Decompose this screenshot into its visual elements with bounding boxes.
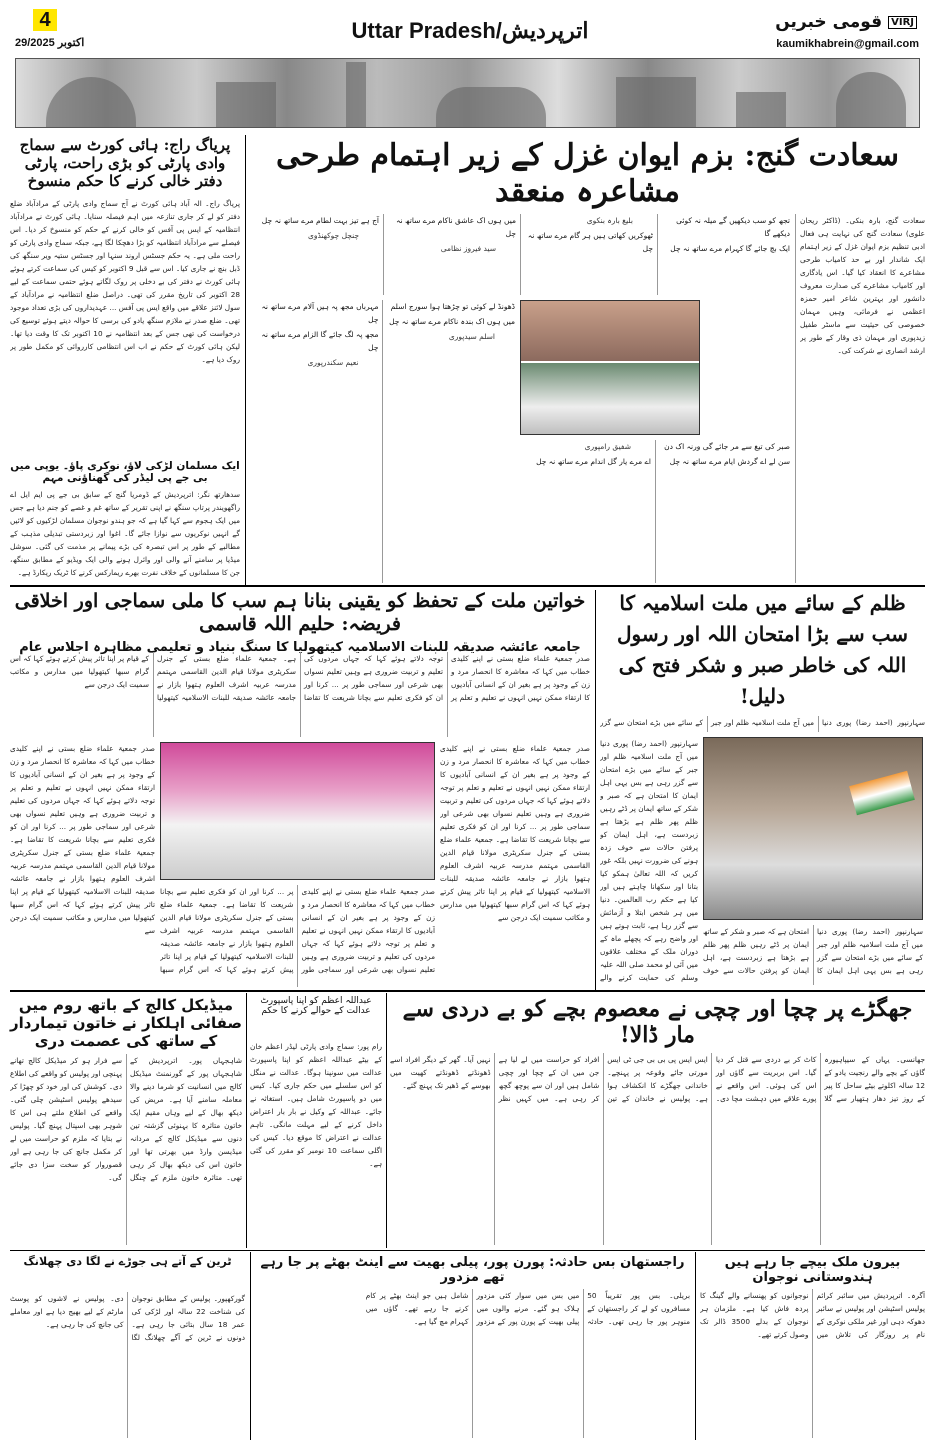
poet-name: شفیق رامپوری [584, 442, 631, 451]
passport-headline: عبداللہ اعظم کو اپنا پاسپورٹ عدالت کے حوالے کرنے کا حکم [260, 996, 372, 1016]
couplet-line: سن لے اے گردش ایام مرے ساتھ نہ چل [669, 457, 790, 466]
jhagde-headline: جھگڑے پر چچا اور چچی نے معصوم بچے کو بے دردی سے مار ڈالا! [402, 996, 913, 1049]
mushaira-headline: سعادت گنج: بزم ایوان غزل کے زیر اہتمام طرحی مشاعرہ منعقد [276, 138, 899, 209]
contact-email[interactable]: kaumikhabrein@gmail.com [776, 38, 919, 50]
couplet-line: ٹھوکریں کھاتی ہیں ہر گام مرے ساتھ نہ چل [527, 231, 653, 253]
newspaper-logo [775, 12, 917, 32]
jalsa-photo [160, 742, 435, 880]
rajasthan-body: بریلی۔ بس پور تقریباً 50 مسافروں کو لے کر راجستھان کے منوہر پور جا رہی تھی۔ حادثہ میں بس میں سوار کئی مزدور ہلاک ہو گئے۔ مرنے والوں میں پیلی بھیت کے پورن پور کے مزدور شامل ہیں جو اینٹ بھٹے پر کام کرنے جا رہے تھے۔ گاؤں میں کہرام مچ گیا ہے۔ [365, 1291, 690, 1326]
couplet-line: صبر کی تیغ سے مر جائے گی ورنہ اک دن [664, 442, 790, 451]
medical-headline: میڈیکل کالج کے باتھ روم میں صفائی اہلکار نے خاتون تیماردار کے ساتھ کی عصمت دری [10, 996, 242, 1050]
mushaira-body: سعادت گنج، بارہ بنکی۔ (ڈاکٹر ریحان علوی) سعادت گنج کی نہایت ہی فعال ادبی تنظیم بزم ایوان غزل کے زیر اہتمام ایک شاندار اور بے حد کامیاب طرحی مشاعرے کا انعقاد کیا گیا۔ اس یادگاری اور کامیاب مشاعرے کی صدارت معروف دانشور اور بہترین شاعر امیر حمزہ اعظمی نے فرمائی، وہیں مہمان خصوصی کی حیثیت سے ماسٹر طفیل زیدپوری اور مہمان ذی وقار کے طور پر ارشد انصاری نے شرکت کی۔ [800, 216, 925, 355]
poet-name: سید فیروز نظامی [440, 244, 496, 253]
couplet-line: میں ہوں اک عاشق ناکام مرے ساتھ نہ چل [396, 216, 516, 238]
couplet-line: مجھ پہ لگ جائے گا الزام مرے ساتھ نہ چل [261, 330, 379, 352]
mushaira-photo [520, 300, 700, 435]
khawateen-headline: خواتین ملت کے تحفظ کو یقینی بنانا ہم سب کا ملی سماجی اور اخلاقی فریضہ: حلیم اللہ قاسمی [14, 590, 586, 635]
mushaira-couplets [250, 214, 790, 295]
protest-photo [703, 737, 923, 920]
beroon-headline: بیرون ملک بیچے جا رہے ہیں ہندوستانی نوجوان [724, 1255, 901, 1285]
prayagraj-body: پریاگ راج۔ الہ آباد ہائی کورٹ نے آج سماج وادی پارٹی کے مرادآباد ضلع دفتر کو لے کر جاری تنازعہ میں اہم فیصلہ سنایا۔ ہائی کورٹ نے مرادآباد انتظامیہ کے ایس پی آفس کو خالی کرنے کے حکم کو منسوخ کر دیا۔ اس فیصلے سے مرادآباد انتظامیہ کو بڑا دھچکا لگا ہے، جبکہ سماج وادی پارٹی کو راحت ملی ہے۔ یہ حکم جسٹس اروند سنہا اور جسٹس ستیہ ویر سنگھ کی ڈبل بنچ نے جاری کیا۔ اس سے قبل 9 اکتوبر کو کیس کی سماعت کرتے ہوئے ہائی کورٹ نے دفتر کی بے دخلی پر روک لگاتے ہوئے حتمی سماعت کے لیے 28 اکتوبر کی تاریخ مقرر کی تھی۔ دراصل ضلع انتظامیہ نے مرادآباد کے سول لائنز علاقے میں واقع ایس پی آفس ... عہدیداروں کی بڑی تعداد موجود تھی۔ ضلع صدر نے ملازم سنگھ یادو کی برسی کا حوالہ دیتے ہوئے توسیع کی درخواست کی تھی جس کے بعد انتظامیہ نے 10 اکتوبر تک کا وقت دیا تھا۔ لیکن ہائی کورٹ کے حکم نے اب اس انتظامی کارروائی کو مکمل طور پر روک دیا ہے۔ [10, 199, 240, 364]
zulm-headline: ظلم کے سائے میں ملت اسلامیہ کا سب سے بڑا امتحان اللہ اور رسول اللہ کی خاطر صبر و شکر فتح کی دلیل! [617, 591, 908, 708]
page-number: 4 [33, 9, 57, 31]
mushaira-couplets-lower [520, 440, 790, 583]
khawateen-body-left: صدر جمعیۃ علماء ضلع بستی نے اپنے کلیدی خطاب میں کہا کہ معاشرہ کا انحصار مرد و زن کے وجود پر ہے بغیر ان کے انسانی آبادیوں کا ارتقاء ممکن نہیں انہوں نے تعلیم و تعلم پر توجہ دلاتے ہوئے کہا کہ جہاں مردوں کی تعلیم و تربیت ضروری ہے وہیں تعلیم نسواں بھی شرعی اور سماجی طور پر ... کرنا اور ان کو فکری تعلیم سے بچانا شریعت کا تقاضا ہے۔ جمعیۃ علماء ضلع بستی کے جنرل سکریٹری مولانا قیام الدین القاسمی مہتمم مدرسہ عربیہ اشرف العلوم ہتھوا بازار نے جامعہ عائشہ صدیقہ للبنات الاسلامیہ کیتھولیا کے قیام پر اپنا تاثر پیش کرتے ہوئے کہا کہ اس گرام سبھا کیتھولیا میں مدارس و مکاتب سمیت ایک درجن سے [10, 744, 155, 935]
rajasthan-headline: راجستھان بس حادثہ: پورن پور، پیلی بھیت سے اینٹ بھٹے پر جا رہے تھے مزدور [260, 1255, 685, 1285]
logo-text: قومی خبریں [775, 12, 883, 32]
jhagde-body: جھانسی۔ یہاں کے سیپاہیورہ گاؤں کے بچے والے رنجیت یادو کے 12 سالہ اکلوتے بیٹے ساحل کا پیر کے روز تیز دھار ہتھیار سے گلا کاٹ کر بے دردی سے قتل کر دیا گیا۔ اس بربریت سے گاؤں اور اس کی ہوئی۔ اس واقعے نے پورے علاقے میں دہشت مچا دی۔ ایس ایس پی بی بی جی ٹی ایس مورتی جائے وقوعہ پر پہنچے۔ خاندانی جھگڑے کا انکشاف ہوا ہے۔ پولیس نے خاندان کے تین افراد کو حراست میں لے لیا ہے جن میں ان کے چچا اور چچی شامل ہیں اور ان سے پوچھ گچھ کر رہی ہے۔ میں کہیں نظر نہیں آیا۔ گھر کے دیگر افراد اسے ڈھونڈتے ڈھونڈتے کھیت میں بھوسے کے ڈھیر تک پہنچ گئے۔ [390, 1055, 925, 1103]
poet-name: نعیم سکندرپوری [307, 358, 359, 367]
heritage-banner-image [15, 58, 920, 128]
khawateen-subheadline: جامعہ عائشہ صدیقہ للبنات الاسلامیہ کیتھولیا کا سنگ بنیاد و تعلیمی مظاہرہ اجلاس عام [19, 640, 581, 655]
medical-body: شاہجہاں پور۔ اترپردیش کے شاہجہاں پور کے گورنمنٹ میڈیکل کالج میں انسانیت کو شرما دینے والا معاملہ سامنے آیا ہے۔ مریض کی دیکھ بھال کے لیے وہاں مقیم ایک خاتون متاثرہ کا بہنوئی گزشتہ تین دنوں سے میڈیکل کالج کے مردانہ میڈیسن وارڈ میں بھرتی تھا اور خاتون اس کی دیکھ بھال کر رہی تھی۔ متاثرہ خاتون ملزم کے چنگل سے فرار ہو کر میڈیکل کالج تھانے پہنچی اور پولیس کو واقعے کی اطلاع دی۔ کوشش کی اور خود کو چھڑا کر سیدھے پولیس اسٹیشن چلی گئی۔ واقعے کی اطلاع ملتے ہی اس کا شوہر بھی اسپتال پہنچ گیا۔ پولیس نے بتایا کہ ملزم کو حراست میں لے کر مکمل جانچ کی جا رہی ہے اور قصوروار کو سخت سزا دی جائے گی۔ [10, 1056, 242, 1182]
mushaira-couplets-continued [250, 300, 515, 583]
train-headline: ٹرین کے آتے ہی جوڑے نے لگا دی چھلانگ [23, 1255, 232, 1268]
khawateen-body-right: صدر جمعیۃ علماء ضلع بستی نے اپنے کلیدی خطاب میں کہا کہ معاشرہ کا انحصار مرد و زن کے وجود پر ہے بغیر ان کے انسانی آبادیوں کا ارتقاء ممکن نہیں انہوں نے تعلیم و تعلم پر توجہ دلاتے ہوئے کہا کہ جہاں مردوں کی تعلیم و تربیت ضروری ہے وہیں تعلیم نسواں بھی شرعی اور سماجی طور پر ... کرنا اور ان کو فکری تعلیم سے بچانا شریعت کا تقاضا ہے۔ جمعیۃ علماء ضلع بستی کے جنرل سکریٹری مولانا قیام الدین القاسمی مہتمم مدرسہ عربیہ اشرف العلوم ہتھوا بازار نے جامعہ عائشہ صدیقہ للبنات الاسلامیہ کیتھولیا کے قیام پر اپنا تاثر پیش کرتے ہوئے کہا کہ اس گرام سبھا کیتھولیا میں مدارس و مکاتب سمیت ایک درجن سے [440, 744, 590, 922]
passport-body: رام پور: سماج وادی پارٹی لیڈر اعظم خان کے بیٹے عبداللہ اعظم کو اپنا پاسپورٹ عدالت میں سونپنا ہوگا۔ عدالت نے منگل کو اس سلسلے میں حکم جاری کیا۔ کیس میں دو پاسپورٹ شامل ہیں۔ استغاثہ نے جائے۔ عبداللہ کے وکیل نے بار بار اعتراض داخل کرنے کے لیے مہلت مانگی۔ تاہم عدالت نے اعتراض کا موقع دیا۔ کیس کی اگلی سماعت 10 نومبر کو مقرر کی گئی ہے۔ [250, 1042, 382, 1168]
section-title: Uttar Pradesh/اترپردیش [351, 18, 589, 43]
zulm-body-cont: سہارنپور (احمد رضا) پوری دنیا میں آج ملت اسلامیہ ظلم اور جبر کے سائے میں بڑے امتحان سے گزر رہی ہے بس یہی اہل ایمان کا امتحان ہے کہ صبر و شکر کے ساتھ ایمان پر ڈٹے رہیں ظلم پھر ظلم ہے بڑھتا ہے زبردست ہے، اہل ایمان کو پرفتن حالات سے خوف زدہ ہونے کی ضرورت نہیں بلکہ غور کریں کہ اللہ تعالیٰ ہمکو کیا بتانا اور سکھانا چاہتے ہیں اور کیا ہے حکم رب العالمین۔ دنیا میں ہر شخص ابتلا و آزمائش سے گزر رہا ہے، ثابت ہوتے ہیں اور واضح رہے کہ پچھلے ماہ کے دوران ملک کے مختلف علاقوں میں آئی لو محمد صلی اللہ علیہ وسلم کی حمایت کرنے والے [600, 739, 698, 982]
poet-name: بلیغ بارہ بنکوی [586, 216, 633, 225]
couplet-line: اے مرے یار گل اندام مرے ساتھ نہ چل [536, 457, 651, 466]
couplet-line: مہرباں مجھ پہ ہیں آلام مرے ساتھ نہ چل [261, 302, 379, 324]
train-body: گورکھپور۔ پولیس کے مطابق نوجوان کی شناخت 22 سالہ اور لڑکی کی عمر 18 سال بتائی جا رہی ہے۔ دونوں نے ٹرین کے آگے چھلانگ لگا دی۔ پولیس نے لاشوں کو پوسٹ مارٹم کے لیے بھیج دیا ہے اور معاملے کی جانچ کی جا رہی ہے۔ [10, 1294, 245, 1342]
couplet-line: ڈھونڈ لے کوئی تو چڑھتا ہوا سورج اسلم [390, 302, 515, 311]
poet-name: چنچل چوکھنڈوی [307, 231, 359, 240]
prayagraj-headline: پریاگ راج: ہائی کورٹ سے سماج وادی پارٹی کو بڑی راحت، پارٹی دفتر خالی کرنے کا حکم منسوخ [19, 136, 231, 190]
couplet-line: تجھ کو سب دیکھیں گے میلہ نہ کوئی دیکھے گا [676, 216, 790, 238]
couplet-line: میں ہوں اک بندہ ناکام مرے ساتھ نہ چل [389, 317, 515, 326]
zulm-body-lower: سہارنپور (احمد رضا) پوری دنیا میں آج ملت اسلامیہ ظلم اور جبر کے سائے میں بڑے امتحان سے گزر رہی ہے بس یہی اہل ایمان کا امتحان ہے کہ صبر و شکر کے ساتھ ایمان پر ڈٹے رہیں ظلم پھر ظلم ہے بڑھتا ہے زبردست ہے، اہل ایمان کو پرفتن حالات سے خوف [703, 927, 923, 975]
couplet-line: آج ہے تیز بہت لطام مرے ساتھ نہ چل [261, 216, 379, 225]
zulm-body: سہارنپور (احمد رضا) پوری دنیا میں آج ملت اسلامیہ ظلم اور جبر کے سائے میں بڑے امتحان سے گزر [600, 718, 925, 727]
khawateen-body: صدر جمعیۃ علماء ضلع بستی نے اپنے کلیدی خطاب میں کہا کہ معاشرہ کا انحصار مرد و زن کے وجود پر ہے بغیر ان کے انسانی آبادیوں کا ارتقاء ممکن نہیں انہوں نے تعلیم و تعلم پر توجہ دلاتے ہوئے کہا کہ جہاں مردوں کی تعلیم و تربیت ضروری ہے وہیں تعلیم نسواں بھی شرعی اور سماجی طور پر ... کرنا اور ان کو فکری تعلیم سے بچانا شریعت کا تقاضا ہے۔ جمعیۃ علماء ضلع بستی کے جنرل سکریٹری مولانا قیام الدین القاسمی مہتمم مدرسہ عربیہ اشرف العلوم ہتھوا بازار نے جامعہ عائشہ صدیقہ للبنات الاسلامیہ کیتھولیا کے قیام پر اپنا تاثر پیش کرتے ہوئے کہا کہ اس گرام سبھا کیتھولیا میں مدارس و مکاتب سمیت ایک درجن سے [10, 654, 590, 702]
issue-date: 29/اکتوبر 2025 [15, 37, 85, 49]
beroon-body: آگرہ۔ اترپردیش میں سائبر کرائم پولیس اسٹیشن اور پولیس نے سائبر دھوکہ دہی اور غیر ملکی نوکری کے نام پر روزگار کی تلاش میں نوجوانوں کو پھنسانے والے گینگ کا پردہ فاش کیا ہے۔ ملزمان ہر نوجوان کے بدلے 3500 ڈالر تک وصول کرتے تھے۔ [700, 1291, 925, 1339]
logo-mark-icon: VIRJ [888, 16, 917, 29]
poet-name: اسلم سیدپوری [448, 332, 495, 341]
couplet-line: ایک بچ جائے گا کہرام مرے ساتھ نہ چل [670, 244, 790, 253]
bjp-leader-headline: ایک مسلمان لڑکی لاؤ، نوکری پاؤ۔ یوپی میں بی جے پی لیڈر کی گھناؤنی مہم [10, 460, 240, 484]
khawateen-body-lower: صدر جمعیۃ علماء ضلع بستی نے اپنے کلیدی خطاب میں کہا کہ معاشرہ کا انحصار مرد و زن کے وجود پر ہے بغیر ان کے انسانی آبادیوں کا ارتقاء ممکن نہیں انہوں نے تعلیم و تعلم پر توجہ دلاتے ہوئے کہا کہ جہاں مردوں کی تعلیم و تربیت ضروری ہے وہیں تعلیم نسواں بھی شرعی اور سماجی طور پر ... کرنا اور ان کو فکری تعلیم سے بچانا شریعت کا تقاضا ہے۔ جمعیۃ علماء ضلع بستی کے جنرل سکریٹری مولانا قیام الدین القاسمی مہتمم مدرسہ عربیہ اشرف العلوم ہتھوا بازار نے جامعہ عائشہ صدیقہ للبنات الاسلامیہ کیتھولیا کے قیام پر اپنا تاثر پیش کرتے ہوئے کہا کہ اس گرام سبھا [160, 887, 435, 974]
bjp-leader-body: سدھارتھ نگر: اترپردیش کے ڈومریا گنج کے سابق بی جے پی ایم ایل اے راگھویندر پرتاپ سنگھ نے اپنی تقریر کے ساتھ غم و غصے کو جنم دیا ہے جس میں ایک ہجوم سے کہا گیا ہے کہ جو ہندو نوجوان مسلمان لڑکیوں کو لائیں گے انہیں نوکریوں سے نوازا جائے گا۔ اغوا اور زبردستی تبدیلی مذہب کے مطالبے کے طور پر اس تبصرہ کی بڑے پیمانے پر مذمت کی گئی۔ سوشل میڈیا پر سامنے آنے والی اور وائرل ہونے والی ایک ویڈیو کے مطابق سنگھ، جن کا مسلمانوں کے خلاف نفرت بھرے ریمارکس کرنے کا ٹریک ریکارڈ ہے۔ [10, 490, 240, 577]
